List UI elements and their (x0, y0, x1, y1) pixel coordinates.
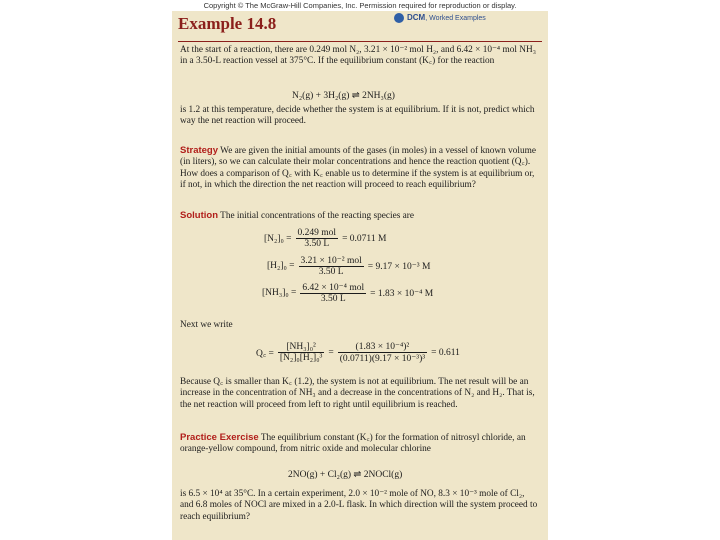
qc-fraction-2: $\frac{\text{(1.83 × 10⁻⁴)²}}{\text{(0.0711)(9.17 × 10⁻³)³}}$ (339, 342, 426, 364)
practice-reaction: 2NO(g) + Cl₂(g) ⇌ 2NOCl(g) (288, 470, 403, 480)
conc-nh3 (262, 282, 433, 304)
logo-text: Worked Examples (429, 15, 486, 22)
conclusion-text: Because Q꜀ is smaller than K꜀ (1.2), the system is not at equilibrium. The net result will be an increase in the concentration of NH₃ and a decrease in the concentrations of N₂ and H₂. That is, the net reaction will proceed from left to right until equilibrium is reached. (180, 377, 535, 410)
problem-text: At the start of a reaction, there are 0.249 mol N₂, 3.21 × 10⁻² mol H₂, and 6.42 × 10⁻⁴ mol NH₃ in a 3.50-L reaction vessel at 375°C. If the equilibrium constant (K꜀) for the reaction (180, 45, 536, 67)
solution-label: Solution (180, 210, 218, 221)
solution-paragraph (180, 210, 540, 222)
conc-lhs: [NH₃]₀ = (262, 288, 297, 298)
title-rule (178, 41, 542, 42)
practice-text: The equilibrium constant (K꜀) for the formation of nitrosyl chloride, an orange-yellow compound, from nitric oxide and molecular chlorine (180, 433, 526, 455)
conc-fraction: $\frac{\text{3.21 × 10⁻² mol}}{3.50 L}$ (300, 256, 362, 277)
conc-rhs: = 0.0711 M (342, 233, 387, 244)
logo-brand: DCM (407, 13, 426, 22)
conc-rhs: = 1.83 × 10⁻⁴ M (370, 288, 434, 299)
conc-lhs: [N₂]₀ = (264, 233, 292, 244)
logo-circle-icon (394, 13, 404, 23)
reaction-equation: N₂(g) + 3H₂(g) ⇌ 2NH₃(g) (292, 91, 395, 101)
conc-fraction: $\frac{\text{6.42 × 10⁻⁴ mol}}{3.50 L}$ (302, 283, 365, 304)
qc-result: = 0.611 (431, 347, 460, 358)
strategy-label: Strategy (180, 145, 219, 156)
next-text: Next we write (180, 320, 233, 330)
qc-lhs: Q꜀ = (256, 349, 274, 359)
conc-n2 (264, 228, 386, 249)
conc-rhs: = 9.17 × 10⁻³ M (367, 261, 431, 272)
conc-h2 (267, 255, 430, 277)
problem-text-2: is 1.2 at this temperature, decide whether the system is at equilibrium. If it is not, predict which way the net reaction will proceed. (180, 105, 535, 127)
practice-paragraph (180, 432, 540, 456)
copyright-notice: Copyright © The McGraw-Hill Companies, Inc. Permission required for reproduction or display. (203, 1, 517, 10)
solution-text: The initial concentrations of the reacting species are (220, 211, 415, 221)
conc-lhs: [H₂]₀ = (267, 261, 295, 271)
practice-label: Practice Exercise (180, 432, 259, 443)
strategy-paragraph (180, 145, 540, 191)
practice-text-2: is 6.5 × 10⁴ at 35°C. In a certain experiment, 2.0 × 10⁻² mole of NO, 8.3 × 10⁻³ mole of Cl₂, and 6.8 moles of NOCl are mixed in a 2.0-L flask. In which direction will the system proceed to reach equilibrium? (180, 489, 538, 522)
qc-equation: Q꜀ = $\frac{\text{[NH₃]₀²}}{\text{[N₂]₀[H₂]₀³}}$ = $\frac{\text{(1.83 × 10⁻⁴)²}}{\text{(0.0711)(9.17 × 10⁻³)³}}$ = 0.611 (256, 342, 460, 364)
textbook-page (172, 11, 548, 540)
strategy-text: We are given the initial amounts of the gases (in moles) in a vessel of known volume (in liters), so we can calculate their molar concentrations and hence the reaction quotient (Q꜀). How does a comparison of Q꜀ with K꜀ enable us to determine if the system is at equilibrium or, if not, in which the direction the net reaction will proceed to reach equilibrium? (180, 146, 536, 190)
qc-fraction-1: $\frac{\text{[NH₃]₀²}}{\text{[N₂]₀[H₂]₀³}}$ (279, 342, 323, 363)
conc-fraction: $\frac{\text{0.249 mol}}{3.50 L}$ (297, 228, 337, 249)
worked-examples-logo[interactable]: DCM, Worked Examples (394, 13, 486, 23)
example-title: Example 14.8 (178, 14, 277, 33)
